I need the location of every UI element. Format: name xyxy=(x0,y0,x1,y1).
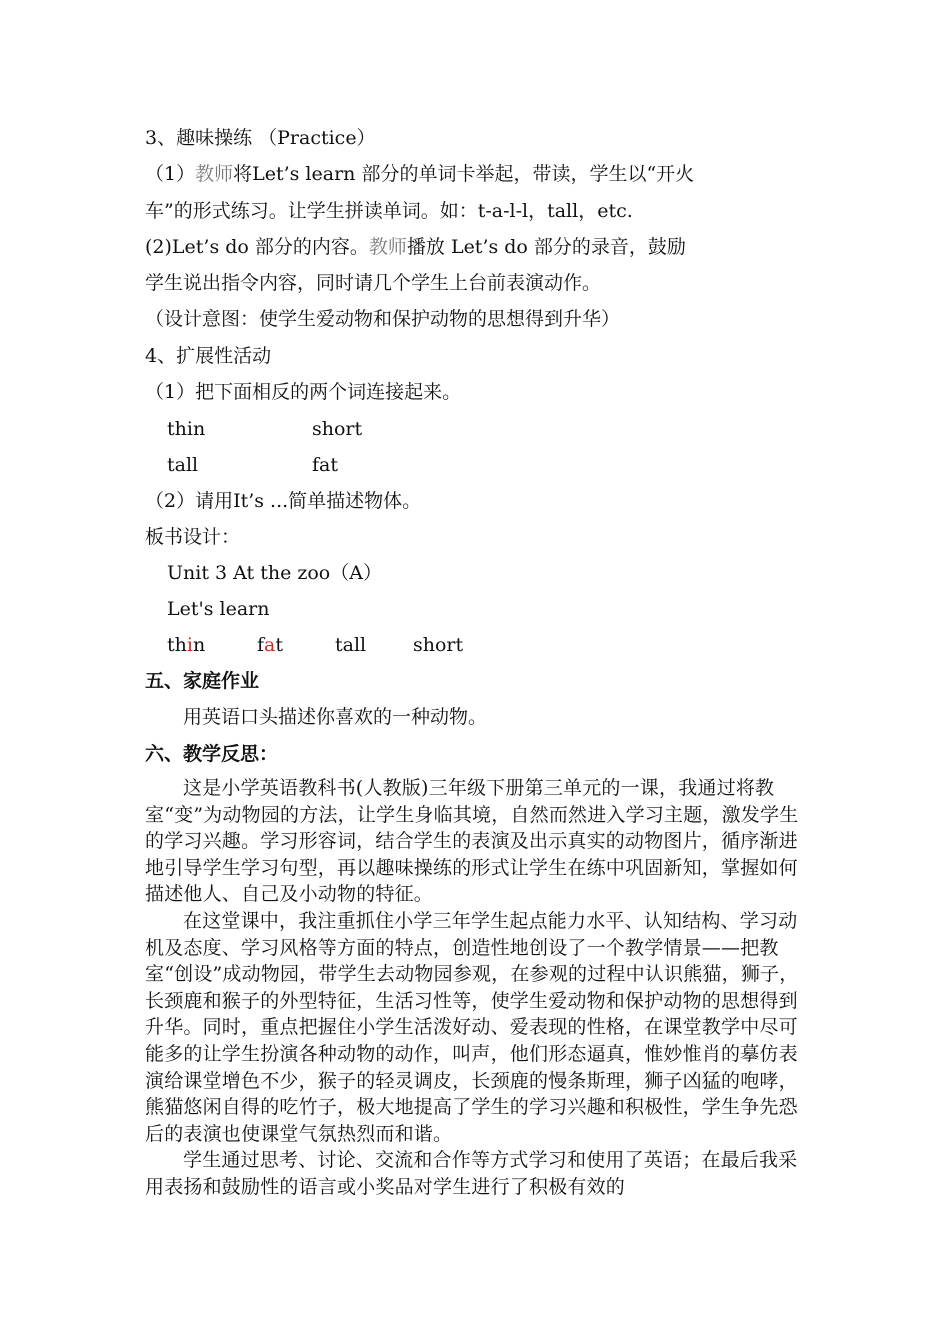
highlight-letter: a xyxy=(264,634,276,656)
item-text: 将Let’s learn 部分的单词卡举起，带读，学生以“开火 xyxy=(233,163,695,185)
board-design-title: 板书设计： xyxy=(145,526,241,548)
item-number: （1） xyxy=(145,163,196,185)
board-word-tall: tall xyxy=(335,634,367,656)
homework-text: 用英语口头描述你喜欢的一种动物。 xyxy=(183,706,488,728)
practice-item-1-line-2: 车”的形式练习。让学生拼读单词。如：t-a-l-l，tall，etc. xyxy=(145,200,633,222)
reflection-body xyxy=(145,775,810,1201)
board-unit-title: Unit 3 At the zoo（A） xyxy=(167,562,382,584)
word-part: f xyxy=(257,634,265,656)
word-left-2: tall xyxy=(167,454,199,476)
board-lets-learn: Let's learn xyxy=(167,598,270,620)
board-word-short: short xyxy=(413,634,464,656)
homework-heading: 五、家庭作业 xyxy=(145,670,260,692)
section-3-title: 3、趣味操练 （Practice） xyxy=(145,127,376,149)
practice-item-1-line-1 xyxy=(145,163,694,185)
teacher-word: 教师 xyxy=(195,163,234,185)
word-right-1: short xyxy=(312,418,363,440)
reflection-heading: 六、教学反思： xyxy=(145,743,279,765)
word-right-2: fat xyxy=(312,454,338,476)
item-text: 播放 Let’s do 部分的录音，鼓励 xyxy=(406,236,686,258)
board-word-fat xyxy=(257,634,283,656)
reflection-paragraph-2: 在这堂课中，我注重抓住小学三年学生起点能力水平、认知结构、学习动机及态度、学习风格等方面的特点，创造性地创设了一个教学情景——把教室“创设”成动物园，带学生去动物园参观，在参观的过程中认识熊猫，狮子，长颈鹿和猴子的外型特征，生活习性等，使学生爱动物和保护动物的思想得到升华。同时，重点把握住小学生活泼好动、爱表现的性格，在课堂教学中尽可能多的让学生扮演各种动物的动作，叫声，他们形态逼真，惟妙惟肖的摹仿表演给课堂增色不少，猴子的轻灵调皮，长颈鹿的慢条斯理，狮子凶猛的咆哮，熊猫悠闲自得的吃竹子，极大地提高了学生的学习兴趣和积极性，学生争先恐后的表演也使课堂气氛热烈而和谐。 xyxy=(145,909,799,1145)
section-4-title: 4、扩展性活动 xyxy=(145,345,272,367)
word-left-1: thin xyxy=(167,418,206,440)
reflection-paragraph-1: 这是小学英语教科书(人教版)三年级下册第三单元的一课，我通过将教室“变”为动物园的方法，让学生身临其境，自然而然进入学习主题，激发学生的学习兴趣。学习形容词，结合学生的表演及出示真实的动物图片，循序渐进地引导学生学习句型，再以趣味操练的形式让学生在练中巩固新知，掌握如何描述他人、自己及小动物的特征。 xyxy=(145,777,799,906)
practice-item-2-line-1 xyxy=(145,236,686,258)
word-part: th xyxy=(167,634,187,656)
practice-item-2-line-2: 学生说出指令内容，同时请几个学生上台前表演动作。 xyxy=(145,272,602,294)
highlight-letter: i xyxy=(186,634,193,656)
teacher-word: 教师 xyxy=(368,236,407,258)
board-word-thin xyxy=(167,634,205,656)
word-part: t xyxy=(275,634,284,656)
extension-task-1: （1）把下面相反的两个词连接起来。 xyxy=(145,381,462,403)
item-text: (2)Let’s do 部分的内容。 xyxy=(145,236,369,258)
extension-task-2: （2）请用It’s ...简单描述物体。 xyxy=(145,490,422,512)
design-intent: （设计意图：使学生爱动物和保护动物的思想得到升华） xyxy=(145,308,621,330)
reflection-paragraph-3: 学生通过思考、讨论、交流和合作等方式学习和使用了英语；在最后我采用表扬和鼓励性的语言或小奖品对学生进行了积极有效的 xyxy=(145,1149,798,1198)
word-part: n xyxy=(192,634,206,656)
